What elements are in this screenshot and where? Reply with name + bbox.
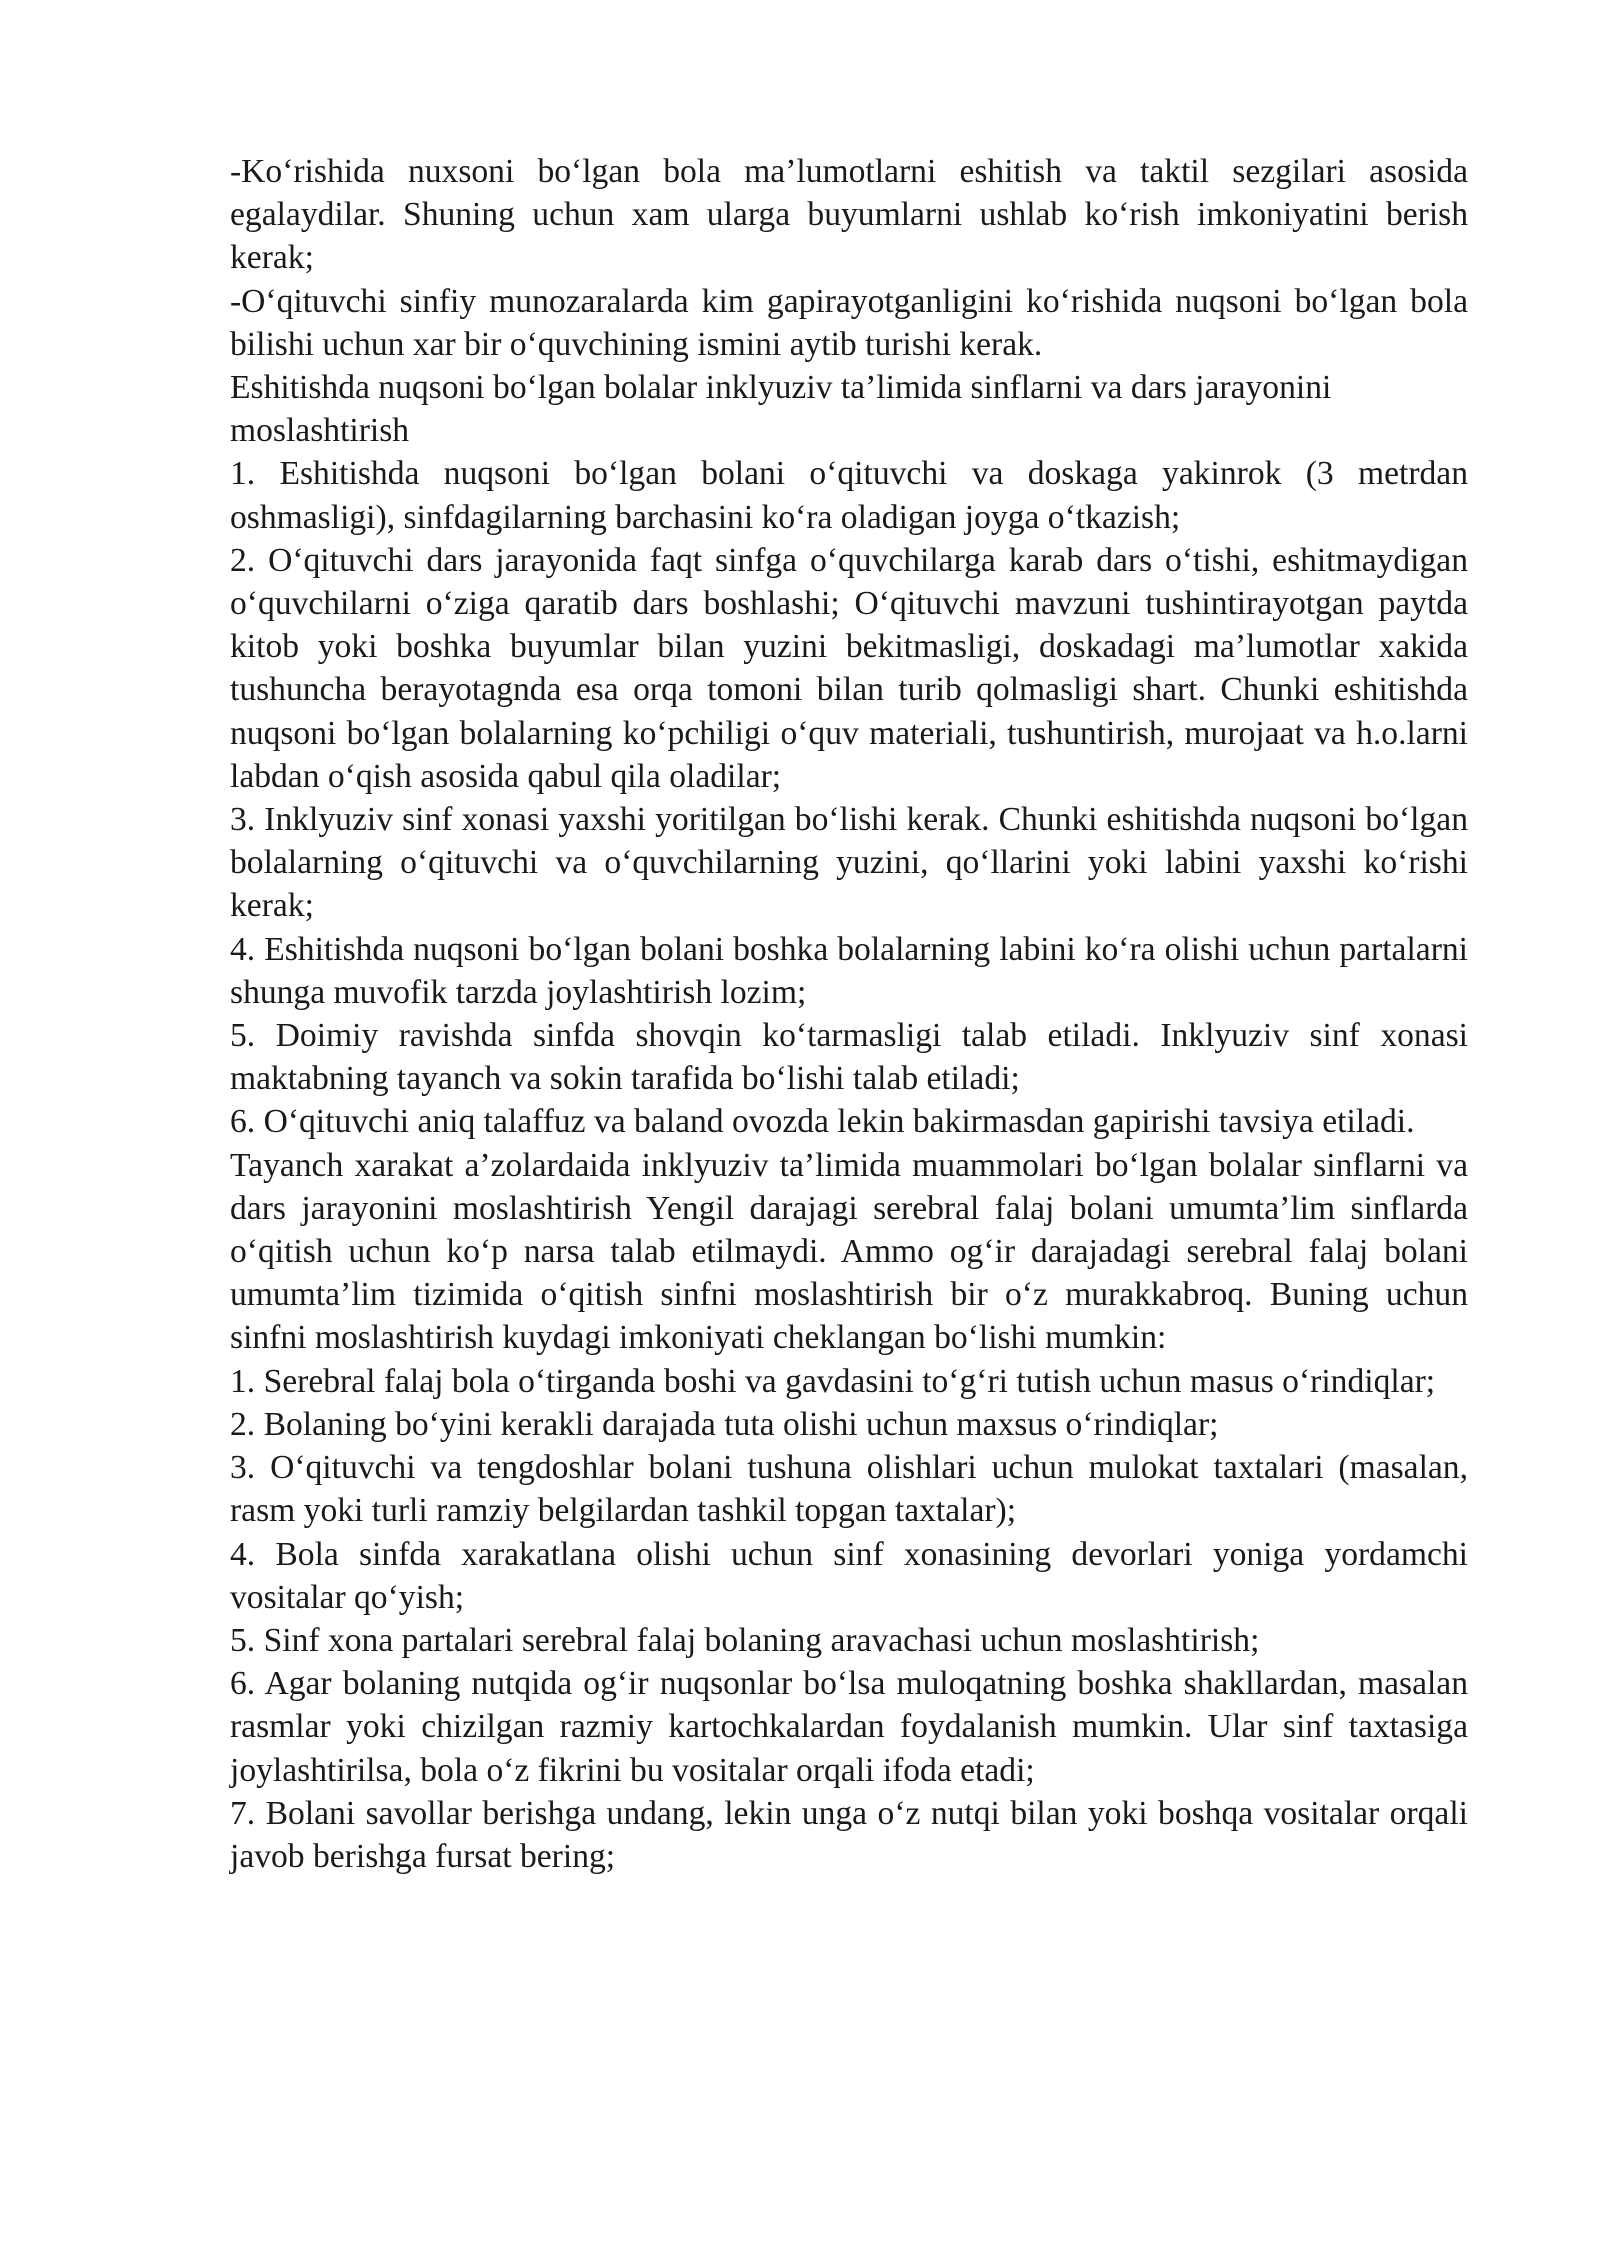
list-item: 1. Eshitishda nuqsoni bo‘lgan bolani o‘qituvchi va doskaga yakinrok (3 metrdan oshmasligi), sinfdagilarning barchasini ko‘ra oladigan joyga o‘tkazish;	[230, 455, 1468, 536]
list-item: 5. Sinf xona partalari serebral falaj bolaning aravachasi uchun moslashtirish;	[230, 1621, 1260, 1659]
list-item: 2. O‘qituvchi dars jarayonida faqt sinfga o‘quvchilarga karab dars o‘tishi, eshitmaydigan o‘quvchilarni o‘ziga qaratib dars boshlashi; O‘qituvchi mavzuni tushintirayotgan paytda kitob yoki boshka buyumlar bilan yuzini bekitmasligi, doskadagi ma’lumotlar xakida tushuncha berayotagnda esa orqa tomoni bilan turib qolmasligi shart. Chunki eshitishda nuqsoni bo‘lgan bolalarning ko‘pchiligi o‘quv materiali, tushuntirish, murojaat va h.o.larni labdan o‘qish asosida qabul qila oladilar;	[230, 541, 1468, 795]
document-page	[230, 150, 1468, 1878]
paragraph: Tayanch xarakat a’zolardaida inklyuziv ta’limida muammolari bo‘lgan bolalar sinflarni va dars jarayonini moslashtirish Yengil darajagi serebral falaj bolani umumta’lim sinflarda o‘qitish uchun ko‘p narsa talab etilmaydi. Ammo og‘ir darajadagi serebral falaj bolani umumta’lim tizimida o‘qitish sinfni moslashtirish bir o‘z murakkabroq. Buning uchun sinfni moslashtirish kuydagi imkoniyati cheklangan bo‘lishi mumkin:	[230, 1146, 1468, 1357]
list-item: 2. Bolaning bo‘yini kerakli darajada tuta olishi uchun maxsus o‘rindiqlar;	[230, 1405, 1219, 1443]
list-item: 3. O‘qituvchi va tengdoshlar bolani tushuna olishlari uchun mulokat taxtalari (masalan, rasm yoki turli ramziy belgilardan tashkil topgan taxtalar);	[230, 1449, 1468, 1530]
list-item: 7. Bolani savollar berishga undang, lekin unga o‘z nutqi bilan yoki boshqa vositalar orqali javob berishga fursat bering;	[230, 1794, 1468, 1875]
list-item: 3. Inklyuziv sinf xonasi yaxshi yoritilgan bo‘lishi kerak. Chunki eshitishda nuqsoni bo‘lgan bolalarning o‘qituvchi va o‘quvchilarning yuzini, qo‘llarini yoki labini yaxshi ko‘rishi kerak;	[230, 801, 1468, 925]
section-heading: Eshitishda nuqsoni bo‘lgan bolalar inklyuziv ta’limida sinflarni va dars jarayonini moslashtirish	[230, 369, 1332, 450]
paragraph: -O‘qituvchi sinfiy munozaralarda kim gapirayotganligini ko‘rishida nuqsoni bo‘lgan bola bilishi uchun xar bir o‘quvchining ismini aytib turishi kerak.	[230, 282, 1468, 363]
list-item: 6. Agar bolaning nutqida og‘ir nuqsonlar bo‘lsa muloqatning boshka shakllardan, masalan rasmlar yoki chizilgan razmiy kartochkalardan foydalanish mumkin. Ular sinf taxtasiga joylashtirilsa, bola o‘z fikrini bu vositalar orqali ifoda etadi;	[230, 1665, 1468, 1789]
list-item: 4. Eshitishda nuqsoni bo‘lgan bolani boshka bolalarning labini ko‘ra olishi uchun partalarni shunga muvofik tarzda joylashtirish lozim;	[230, 930, 1468, 1011]
list-item: 5. Doimiy ravishda sinfda shovqin ko‘tarmasligi talab etiladi. Inklyuziv sinf xonasi maktabning tayanch va sokin tarafida bo‘lishi talab etiladi;	[230, 1017, 1468, 1098]
list-item: 6. O‘qituvchi aniq talaffuz va baland ovozda lekin bakirmasdan gapirishi tavsiya etiladi.	[230, 1103, 1415, 1141]
list-item: 1. Serebral falaj bola o‘tirganda boshi va gavdasini to‘g‘ri tutish uchun masus o‘rindiqlar;	[230, 1362, 1436, 1400]
paragraph: -Ko‘rishida nuxsoni bo‘lgan bola ma’lumotlarni eshitish va taktil sezgilari asosida egalaydilar. Shuning uchun xam ularga buyumlarni ushlab ko‘rish imkoniyatini berish kerak;	[230, 153, 1468, 277]
list-item: 4. Bola sinfda xarakatlana olishi uchun sinf xonasining devorlari yoniga yordamchi vositalar qo‘yish;	[230, 1535, 1468, 1616]
